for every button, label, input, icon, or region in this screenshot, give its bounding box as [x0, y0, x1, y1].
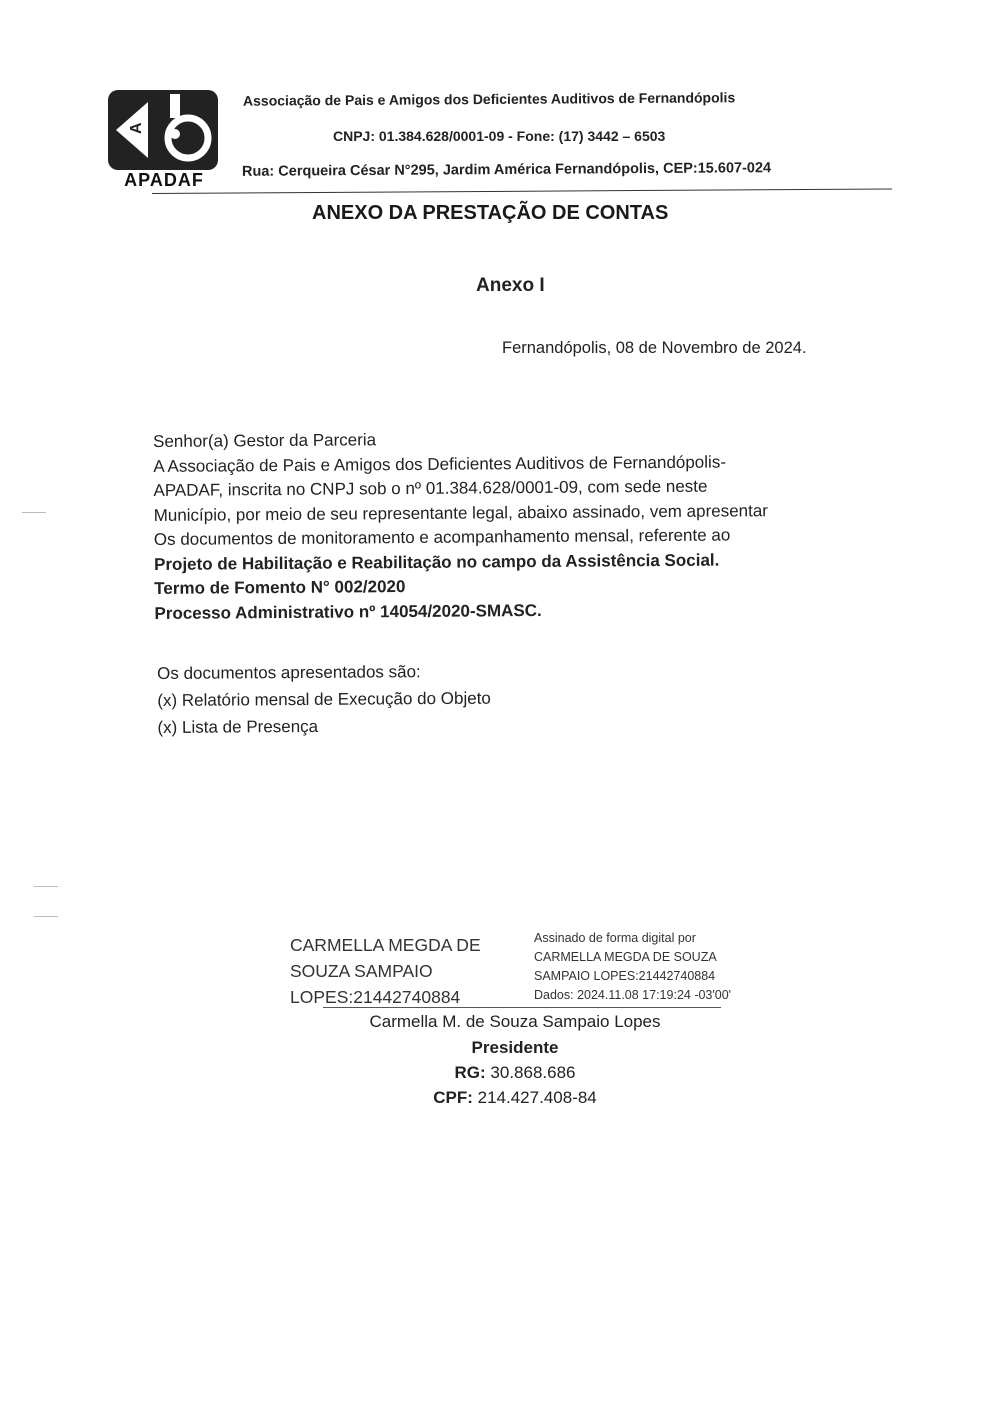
cpf-label: CPF:: [433, 1088, 473, 1107]
svg-text:A: A: [128, 122, 145, 134]
document-item: (x) Relatório mensal de Execução do Objeto: [157, 688, 491, 710]
org-contact: CNPJ: 01.384.628/0001-09 - Fone: (17) 3442 – 6503: [333, 128, 666, 144]
rg-value: 30.868.686: [490, 1063, 576, 1082]
document-subtitle: Anexo I: [476, 275, 545, 296]
logo-text: APADAF: [124, 170, 204, 190]
rg-label: RG:: [454, 1063, 486, 1082]
punch-hole-mark: [34, 886, 58, 887]
signature-info-line: Dados: 2024.11.08 17:19:24 -03'00': [534, 988, 732, 1002]
body-line: Os documentos de monitoramento e acompanhamento mensal, referente ao: [153, 525, 731, 549]
signer-name: Carmella M. de Souza Sampaio Lopes: [369, 1012, 661, 1031]
body-line: Senhor(a) Gestor da Parceria: [153, 430, 377, 451]
documents-intro: Os documentos apresentados são:: [157, 662, 421, 683]
project-name: Projeto de Habilitação e Reabilitação no campo da Assistência Social.: [153, 550, 720, 574]
term-number: Termo de Fomento N° 002/2020: [154, 577, 406, 598]
punch-hole-mark: [22, 512, 46, 513]
signature-line: [323, 1007, 721, 1008]
signature-name-line: LOPES:21442740884: [290, 987, 461, 1007]
document-item: (x) Lista de Presença: [157, 716, 319, 737]
body-line: Município, por meio de seu representante legal, abaixo assinado, vem apresentar: [153, 500, 768, 525]
letter-body: [153, 424, 865, 626]
process-number: Processo Administrativo nº 14054/2020-SMASC.: [154, 600, 542, 623]
org-name: Associação de Pais e Amigos dos Deficientes Auditivos de Fernandópolis: [242, 89, 736, 109]
document-date: Fernandópolis, 08 de Novembro de 2024.: [502, 339, 807, 357]
signature-info-line: Assinado de forma digital por: [534, 931, 696, 945]
org-address: Rua: Cerqueira César N°295, Jardim América Fernandópolis, CEP:15.607-024: [241, 160, 772, 180]
apadaf-logo: [108, 90, 218, 170]
signature-name-line: SOUZA SAMPAIO: [290, 961, 433, 981]
digital-signature-info: [534, 929, 731, 1005]
punch-hole-mark: [34, 916, 58, 917]
documents-list: [157, 658, 491, 741]
signer-role: Presidente: [471, 1038, 559, 1057]
signer-cpf: [0, 1088, 992, 1108]
signature-name-line: CARMELLA MEGDA DE: [290, 935, 481, 955]
document-title: ANEXO DA PRESTAÇÃO DE CONTAS: [312, 202, 669, 224]
signer-rg: [0, 1063, 992, 1083]
signature-info-line: CARMELLA MEGDA DE SOUZA: [534, 950, 717, 964]
body-line: APADAF, inscrita no CNPJ sob o nº 01.384.628/0001-09, com sede neste: [153, 476, 708, 500]
signature-info-line: SAMPAIO LOPES:21442740884: [534, 969, 716, 983]
header-divider: [152, 188, 892, 194]
digital-signature-name: [290, 932, 481, 1010]
body-line: A Associação de Pais e Amigos dos Deficientes Auditivos de Fernandópolis-: [153, 452, 727, 476]
cpf-value: 214.427.408-84: [477, 1088, 597, 1107]
